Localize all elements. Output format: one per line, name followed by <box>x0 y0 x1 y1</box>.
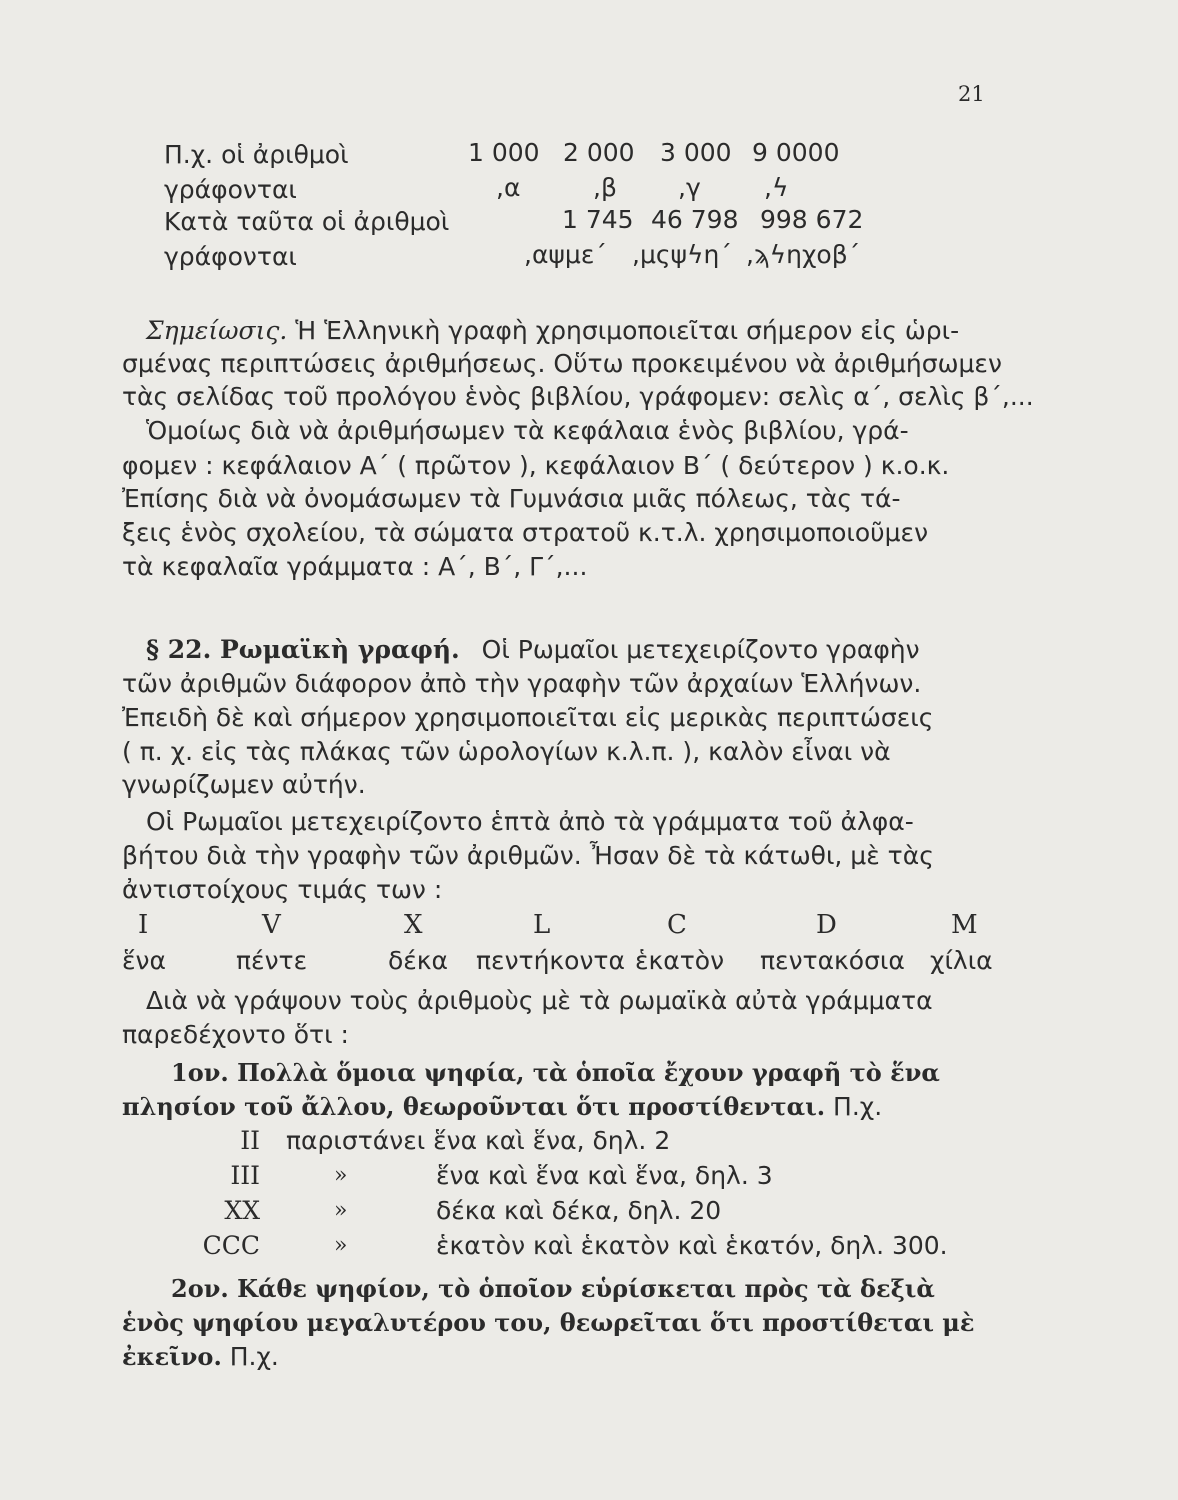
note-text: Ἡ Ἑλληνικὴ γραφὴ χρησιμοποιεῖται σήμερον εἰς ὡρι- <box>295 316 960 345</box>
section-line-3: Ἐπειδὴ δὲ καὶ σήμερον χρησιμοποιεῖται εἰς μερικὰς περιπτώσεις <box>122 703 934 732</box>
numeral-symbol: V <box>262 910 281 940</box>
rule-2-text-3: ἐκεῖνο. <box>122 1342 222 1371</box>
table-row-label: γράφονται <box>164 175 297 204</box>
table-value: 3 000 <box>660 138 732 167</box>
numeral-symbol: C <box>667 910 687 940</box>
example-ditto: » <box>334 1198 348 1223</box>
section-line-1 <box>146 633 920 667</box>
numeral-name: ἕνα <box>122 946 166 975</box>
example-roman: III <box>230 1161 260 1190</box>
table-value: 1 000 <box>468 138 540 167</box>
note-line-1 <box>146 314 959 348</box>
note-line-6: Ἐπίσης διὰ νὰ ὀνομάσωμεν τὰ Γυμνάσια μιᾶς πόλεως, τὰς τά- <box>122 484 901 513</box>
table-value: 9 0000 <box>752 138 840 167</box>
section-line-6: Οἱ Ρωμαῖοι μετεχειρίζοντο ἑπτὰ ἀπὸ τὰ γράμματα τοῦ ἀλφα- <box>146 807 914 836</box>
numeral-symbol: I <box>138 910 149 940</box>
numeral-symbol: X <box>404 910 423 940</box>
rules-intro-line-2: παρεδέχοντο ὅτι : <box>122 1020 349 1049</box>
rule-2-line-3 <box>122 1340 279 1374</box>
example-ditto: » <box>334 1233 348 1258</box>
numeral-name: πέντε <box>236 946 308 975</box>
example-text: παριστάνει ἕνα καὶ ἕνα, δηλ. 2 <box>286 1126 671 1155</box>
numeral-name: ἑκατὸν <box>635 946 725 975</box>
table-value: ,γ <box>678 173 701 202</box>
note-line-4: Ὁμοίως διὰ νὰ ἀριθμήσωμεν τὰ κεφάλαια ἑνὸς βιβλίου, γρά- <box>146 416 909 445</box>
section-text: Οἱ Ρωμαῖοι μετεχειρίζοντο γραφὴν <box>481 635 920 664</box>
table-row-label: Κατὰ ταῦτα οἱ ἀριθμοὶ <box>164 207 450 236</box>
table-value: ,ϡϟηχοβ΄ <box>746 240 861 269</box>
example-roman: II <box>240 1126 260 1155</box>
table-value: 998 672 <box>760 205 864 234</box>
section-line-2: τῶν ἀριθμῶν διάφορον ἀπὸ τὴν γραφὴν τῶν ἀρχαίων Ἑλλήνων. <box>122 669 922 698</box>
rule-2-text: Κάθε ψηφίον, τὸ ὁποῖον εὑρίσκεται πρὸς τὰ δεξιὰ <box>237 1274 935 1303</box>
section-line-8: ἀντιστοίχους τιμάς των : <box>122 875 443 904</box>
rule-1-text-2: πλησίον τοῦ ἄλλου, θεωροῦνται ὅτι προστίθενται. <box>122 1092 826 1121</box>
table-value: 2 000 <box>563 138 635 167</box>
rule-1-line-1 <box>171 1056 940 1090</box>
rule-1-text: Πολλὰ ὅμοια ψηφία, τὰ ὁποῖα ἔχουν γραφῆ τὸ ἕνα <box>237 1058 940 1087</box>
table-row-label: γράφονται <box>164 242 297 271</box>
note-line-7: ξεις ἑνὸς σχολείου, τὰ σώματα στρατοῦ κ.τ.λ. χρησιμοποιοῦμεν <box>122 518 929 547</box>
rules-intro-line-1: Διὰ νὰ γράψουν τοὺς ἀριθμοὺς μὲ τὰ ρωμαϊκὰ αὐτὰ γράμματα <box>146 986 933 1015</box>
numeral-symbol: D <box>816 910 837 940</box>
section-heading: § 22. Ρωμαϊκὴ γραφή. <box>146 635 460 664</box>
numeral-symbol: M <box>951 910 978 940</box>
rule-1-line-2 <box>122 1090 882 1124</box>
table-value: ,αψμε΄ <box>524 240 607 269</box>
numeral-name: πεντακόσια <box>760 946 905 975</box>
example-text: δέκα καὶ δέκα, δηλ. 20 <box>436 1196 722 1225</box>
section-line-7: βήτου διὰ τὴν γραφὴν τῶν ἀριθμῶν. Ἦσαν δὲ τὰ κάτωθι, μὲ τὰς <box>122 841 934 870</box>
numeral-symbol: L <box>533 910 551 940</box>
table-row-label: Π.χ. οἱ ἀριθμοὶ <box>164 140 349 169</box>
rule-1-number: 1ον. <box>171 1058 229 1087</box>
section-line-4: ( π. χ. εἰς τὰς πλάκας τῶν ὡρολογίων κ.λ.π. ), καλὸν εἶναι νὰ <box>122 737 891 766</box>
rule-2-tail: Π.χ. <box>229 1342 279 1371</box>
table-value: 46 798 <box>651 205 739 234</box>
example-ditto: » <box>334 1163 348 1188</box>
example-roman: XX <box>224 1196 260 1225</box>
section-line-5: γνωρίζωμεν αὐτήν. <box>122 770 366 799</box>
note-line-2: σμένας περιπτώσεις ἀριθμήσεως. Οὕτω προκειμένου νὰ ἀριθμήσωμεν <box>122 349 1002 378</box>
table-value: ,μςψϟη΄ <box>632 240 732 269</box>
note-line-5: φομεν : κεφάλαιον Α΄ ( πρῶτον ), κεφάλαιον Β΄ ( δεύτερον ) κ.ο.κ. <box>122 451 950 480</box>
rule-2-line-1 <box>171 1272 935 1306</box>
note-lead: Σημείωσις. <box>146 316 288 345</box>
rule-2-line-2: ἑνὸς ψηφίου μεγαλυτέρου του, θεωρεῖται ὅτι προστίθεται μὲ <box>122 1308 975 1337</box>
numeral-name: δέκα <box>388 946 449 975</box>
table-value: 1 745 <box>562 205 634 234</box>
rule-2-number: 2ον. <box>171 1274 229 1303</box>
example-text: ἕνα καὶ ἕνα καὶ ἕνα, δηλ. 3 <box>436 1161 773 1190</box>
example-roman: CCC <box>202 1231 260 1260</box>
example-text: ἑκατὸν καὶ ἑκατὸν καὶ ἑκατόν, δηλ. 300. <box>436 1231 948 1260</box>
numeral-name: χίλια <box>930 946 993 975</box>
table-value: ,ϟ <box>764 173 789 202</box>
note-line-8: τὰ κεφαλαῖα γράμματα : Α΄, Β΄, Γ΄,... <box>122 552 588 581</box>
numeral-name: πεντήκοντα <box>476 946 625 975</box>
table-value: ,α <box>496 173 521 202</box>
page-number: 21 <box>958 82 985 106</box>
table-value: ,β <box>593 173 617 202</box>
rule-1-tail: Π.χ. <box>833 1092 883 1121</box>
note-line-3: τὰς σελίδας τοῦ προλόγου ἑνὸς βιβλίου, γράφομεν: σελὶς α΄, σελὶς β΄,... <box>122 382 1034 411</box>
